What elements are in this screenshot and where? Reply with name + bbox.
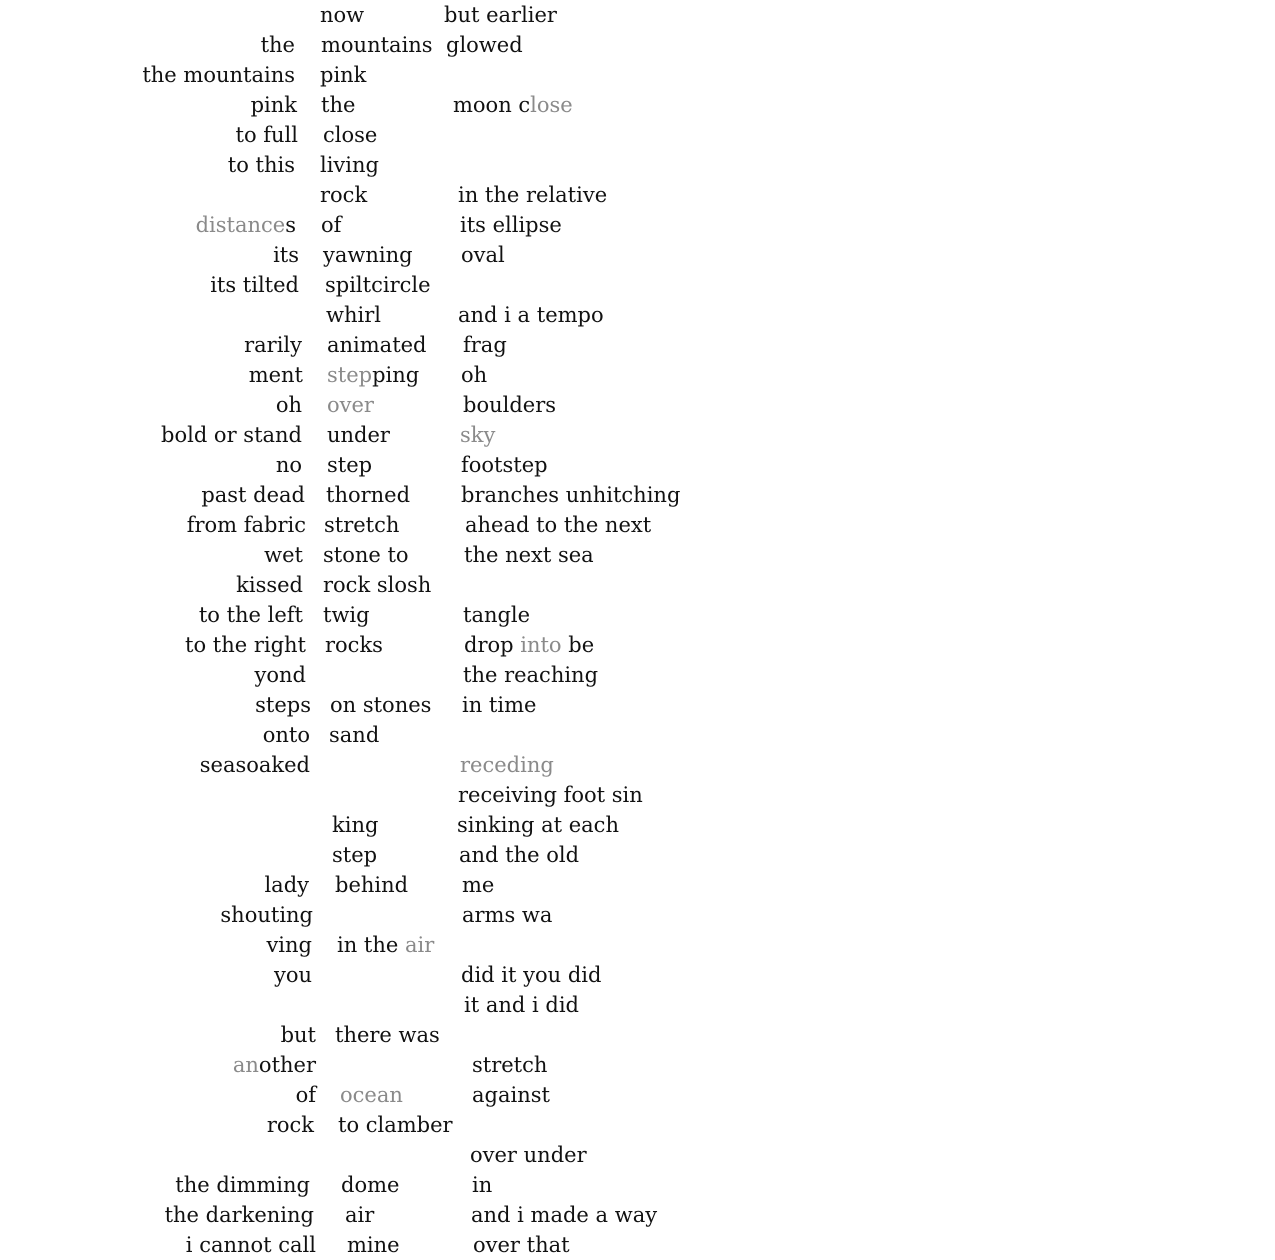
poem-line-right-column (462, 900, 552, 930)
faded-word: into (520, 633, 562, 657)
poem-line-left-column (249, 360, 303, 390)
word: seasoaked (199, 753, 310, 777)
word: shouting (220, 903, 313, 927)
poem-line (0, 1140, 1275, 1170)
poem-line-right-column (458, 780, 643, 810)
word: under (327, 423, 390, 447)
poem-line-mid-column (321, 30, 433, 60)
poem-line-right-column (446, 30, 523, 60)
poem-line-left-column (199, 600, 303, 630)
word: you (273, 963, 312, 987)
poem-line (0, 900, 1275, 930)
faded-word: over (327, 393, 374, 417)
poem-line-right-column (463, 390, 556, 420)
word: twig (323, 603, 370, 627)
poem-line-left-column (220, 900, 313, 930)
word: step (332, 843, 378, 867)
poem-line (0, 60, 1275, 90)
poem-line-mid-column (320, 0, 364, 30)
poem-line (0, 360, 1275, 390)
word: other (258, 1053, 316, 1077)
poem-line (0, 150, 1275, 180)
word: over that (473, 1233, 570, 1257)
word: living (320, 153, 379, 177)
poem-line-mid-column (323, 600, 370, 630)
poem-line (0, 300, 1275, 330)
poem-line-left-column (187, 510, 306, 540)
poem-line-left-column (201, 480, 305, 510)
poem-line (0, 960, 1275, 990)
word: i cannot call (185, 1233, 316, 1257)
poem-line-left-column (251, 90, 297, 120)
poem-line (0, 750, 1275, 780)
poem-line (0, 30, 1275, 60)
poem-line-mid-column (324, 510, 399, 540)
word: oval (461, 243, 505, 267)
word: thorned (326, 483, 411, 507)
word: pink (250, 93, 297, 117)
poem-line-mid-column (347, 1230, 400, 1260)
word: rock slosh (323, 573, 432, 597)
word: s (285, 213, 296, 237)
poem-line-left-column (186, 1230, 316, 1260)
word: boulders (463, 393, 557, 417)
word: its tilted (210, 273, 299, 297)
poem-line-mid-column (325, 270, 431, 300)
word: animated (327, 333, 427, 357)
word: but earlier (444, 3, 557, 27)
poem-line-mid-column (320, 150, 379, 180)
word: whirl (326, 303, 381, 327)
poem-line (0, 90, 1275, 120)
word: ment (248, 363, 303, 387)
word: of (321, 213, 342, 237)
poem-line-right-column (457, 810, 619, 840)
poem-line-right-column (464, 630, 594, 660)
poem-line (0, 840, 1275, 870)
word: bold or stand (161, 423, 302, 447)
word: the reaching (463, 663, 599, 687)
poem-line-mid-column (321, 210, 341, 240)
word: kissed (236, 573, 303, 597)
word: spiltcircle (325, 273, 431, 297)
poem-line-right-column (461, 240, 505, 270)
poem-line (0, 390, 1275, 420)
poem-line-mid-column (329, 720, 379, 750)
poem-line (0, 1230, 1275, 1260)
poem-line (0, 1200, 1275, 1230)
poem-line-mid-column (325, 630, 383, 660)
poem-line-mid-column (320, 180, 367, 210)
poem-line-mid-column (326, 300, 381, 330)
word: over under (470, 1143, 587, 1167)
poem-line-right-column (465, 510, 651, 540)
poem-line-left-column (261, 30, 295, 60)
poem-line (0, 930, 1275, 960)
poem-line-left-column (236, 120, 299, 150)
poem-line (0, 1110, 1275, 1140)
poem-line-mid-column (327, 390, 374, 420)
poem-line-right-column (464, 540, 594, 570)
word: in the relative (458, 183, 608, 207)
poem-line-left-column (210, 270, 299, 300)
word: mine (347, 1233, 400, 1257)
poem-line-mid-column (320, 60, 366, 90)
word: no (275, 453, 302, 477)
poem-line-right-column (472, 1170, 492, 1200)
poem-line (0, 270, 1275, 300)
poem-line (0, 1020, 1275, 1050)
word: to the right (185, 633, 306, 657)
poem-line-left-column (263, 720, 310, 750)
poem-line-left-column (161, 420, 302, 450)
poem-line-left-column (281, 1020, 316, 1050)
word: air (345, 1203, 375, 1227)
word: the dimming (175, 1173, 310, 1197)
poem-line-left-column (255, 660, 306, 690)
word: be (561, 633, 595, 657)
poem-line (0, 510, 1275, 540)
poem-line (0, 450, 1275, 480)
poem-line (0, 420, 1275, 450)
poem-line-left-column (255, 690, 311, 720)
word: to this (227, 153, 295, 177)
poem-line (0, 690, 1275, 720)
poem-line (0, 870, 1275, 900)
word: sinking at each (457, 813, 619, 837)
word: me (462, 873, 495, 897)
poem-line-left-column (236, 570, 303, 600)
word: now (320, 3, 365, 27)
poem-line-mid-column (332, 810, 378, 840)
word: in the (337, 933, 405, 957)
word: of (295, 1083, 316, 1107)
faded-word: lose (530, 93, 573, 117)
poem-line (0, 1050, 1275, 1080)
word: king (332, 813, 379, 837)
faded-word: step (327, 363, 373, 387)
poem-line-left-column (267, 1110, 314, 1140)
poem-line-left-column (264, 870, 309, 900)
word: and the old (459, 843, 580, 867)
faded-word: distance (195, 213, 286, 237)
poem-line-right-column (470, 1140, 587, 1170)
poem-line-mid-column (327, 450, 372, 480)
poem-line-left-column (276, 450, 302, 480)
poem-line (0, 810, 1275, 840)
poem-line-left-column (274, 960, 312, 990)
word: oh (275, 393, 302, 417)
faded-word: an (232, 1053, 259, 1077)
poem-line-right-column (453, 90, 573, 120)
faded-word: receding (460, 753, 554, 777)
faded-word: air (404, 933, 435, 957)
poem-line-right-column (462, 690, 536, 720)
poem-line-mid-column (327, 420, 390, 450)
poem-line (0, 600, 1275, 630)
word: the next sea (464, 543, 594, 567)
word: moon c (453, 93, 531, 117)
word: yawning (323, 243, 413, 267)
poem-line (0, 570, 1275, 600)
poem-line (0, 210, 1275, 240)
word: the (321, 93, 356, 117)
poem-line-right-column (472, 1080, 550, 1110)
word: did it you did (461, 963, 602, 987)
poem-line-right-column (471, 1200, 657, 1230)
word: ping (372, 363, 420, 387)
poem-line-mid-column (323, 240, 413, 270)
poem-line-left-column (233, 1050, 316, 1080)
word: glowed (446, 33, 523, 57)
word: and i made a way (471, 1203, 658, 1227)
word: wet (264, 543, 303, 567)
poem-line-right-column (458, 180, 607, 210)
poem-line-right-column (459, 840, 579, 870)
poem-line-mid-column (345, 1200, 374, 1230)
word: rock (266, 1113, 314, 1137)
poem-line (0, 990, 1275, 1020)
poem-line-mid-column (337, 930, 434, 960)
poem-line-right-column (461, 480, 680, 510)
word: the darkening (164, 1203, 314, 1227)
poem-line-right-column (461, 450, 548, 480)
word: step (327, 453, 373, 477)
poem-line-right-column (444, 0, 557, 30)
word: mountains (321, 33, 433, 57)
word: drop (464, 633, 521, 657)
poem-line-right-column (463, 330, 507, 360)
poem-line (0, 720, 1275, 750)
word: from fabric (186, 513, 306, 537)
word: past dead (201, 483, 305, 507)
poem-line-right-column (464, 990, 579, 1020)
poem-line-left-column (142, 60, 295, 90)
word: frag (463, 333, 507, 357)
poem-line-right-column (461, 360, 487, 390)
word: rocks (325, 633, 383, 657)
word: footstep (461, 453, 548, 477)
faded-word: sky (460, 423, 496, 447)
poem-line (0, 660, 1275, 690)
poem-line-mid-column (335, 1020, 440, 1050)
word: rock (320, 183, 368, 207)
poem-line-left-column (276, 390, 302, 420)
word: receiving foot sin (458, 783, 643, 807)
poem-line (0, 240, 1275, 270)
word: and i a tempo (458, 303, 604, 327)
poem-line (0, 780, 1275, 810)
poem-line-mid-column (327, 360, 419, 390)
poem-line-right-column (462, 870, 494, 900)
poem-line (0, 540, 1275, 570)
poem-line-mid-column (323, 540, 409, 570)
poem-line-mid-column (326, 480, 410, 510)
word: arms wa (462, 903, 553, 927)
poem-line-right-column (461, 960, 601, 990)
poem-line-mid-column (330, 690, 431, 720)
poem-line-left-column (185, 630, 306, 660)
word: the mountains (142, 63, 295, 87)
word: the (260, 33, 295, 57)
poem-line (0, 0, 1275, 30)
word: ving (266, 933, 312, 957)
poem-line-mid-column (332, 840, 377, 870)
word: tangle (463, 603, 531, 627)
word: yond (254, 663, 306, 687)
word: there was (335, 1023, 440, 1047)
poem-line-right-column (460, 420, 495, 450)
poem-line-left-column (264, 540, 303, 570)
poem-line-mid-column (321, 90, 355, 120)
poem-line-right-column (458, 300, 604, 330)
word: but (280, 1023, 316, 1047)
poem-line (0, 630, 1275, 660)
poem-line-left-column (165, 1200, 314, 1230)
poem-line-right-column (460, 210, 562, 240)
poem-line-left-column (273, 240, 299, 270)
word: on stones (330, 693, 432, 717)
poem-line (0, 1170, 1275, 1200)
poem-line (0, 1080, 1275, 1110)
faded-word: ocean (340, 1083, 403, 1107)
poem-line-mid-column (327, 330, 427, 360)
word: stretch (324, 513, 400, 537)
poem-line (0, 180, 1275, 210)
poem-line-left-column (296, 1080, 316, 1110)
word: in (472, 1173, 493, 1197)
word: branches unhitching (461, 483, 681, 507)
poem-line-right-column (473, 1230, 570, 1260)
word: pink (320, 63, 367, 87)
word: steps (255, 693, 311, 717)
word: to the left (198, 603, 303, 627)
poem-line-right-column (463, 660, 598, 690)
poem-line-left-column (228, 150, 295, 180)
poem-line (0, 330, 1275, 360)
word: its (273, 243, 299, 267)
poem-line-left-column (266, 930, 312, 960)
poem-line-right-column (463, 600, 530, 630)
word: it and i did (464, 993, 579, 1017)
poem-line-left-column (175, 1170, 310, 1200)
poem-line-mid-column (338, 1110, 453, 1140)
poem-line-mid-column (341, 1170, 399, 1200)
poem-line-right-column (472, 1050, 547, 1080)
word: oh (461, 363, 488, 387)
word: against (472, 1083, 550, 1107)
poem-line (0, 120, 1275, 150)
word: lady (264, 873, 309, 897)
poem-line-right-column (460, 750, 554, 780)
word: in time (462, 693, 537, 717)
word: rarily (244, 333, 302, 357)
poem-line-mid-column (323, 120, 377, 150)
poem-line-mid-column (340, 1080, 403, 1110)
poem-line-left-column (196, 210, 296, 240)
poem-line-left-column (200, 750, 310, 780)
word: close (323, 123, 378, 147)
word: behind (335, 873, 409, 897)
word: to clamber (338, 1113, 453, 1137)
word: stretch (472, 1053, 548, 1077)
word: stone to (323, 543, 409, 567)
poem-line-left-column (244, 330, 302, 360)
poem-line-mid-column (335, 870, 408, 900)
word: ahead to the next (465, 513, 652, 537)
word: its ellipse (460, 213, 562, 237)
poem-line-mid-column (323, 570, 431, 600)
poem-line (0, 480, 1275, 510)
word: to full (235, 123, 298, 147)
word: onto (262, 723, 310, 747)
word: sand (329, 723, 380, 747)
word: dome (341, 1173, 400, 1197)
